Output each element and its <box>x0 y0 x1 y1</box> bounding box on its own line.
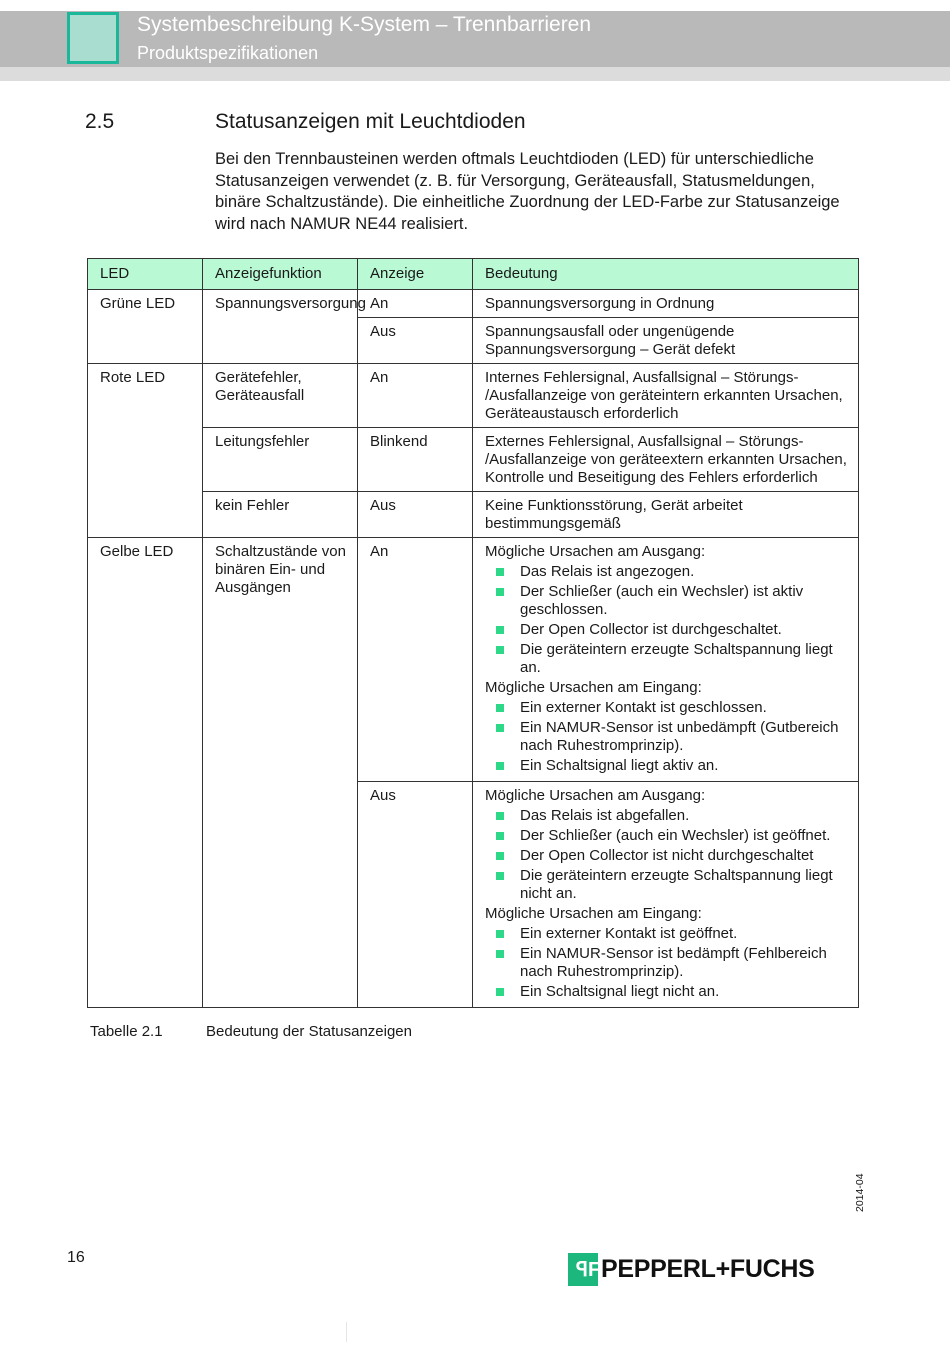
page-number: 16 <box>67 1249 85 1266</box>
table-header-row <box>88 259 859 290</box>
list-item: Ein Schaltsignal liegt aktiv an. <box>485 757 850 775</box>
list-item: Die geräteintern erzeugte Schaltspannung liegt nicht an. <box>485 867 850 903</box>
meaning-cell: Spannungsausfall oder ungenügende Spannungsversorgung – Gerät defekt <box>473 318 859 364</box>
led-green: Grüne LED <box>88 290 203 364</box>
meaning-cell: Externes Fehlersignal, Ausfallsignal – Störungs- /Ausfallanzeige von geräteextern erkannten Ursachen, Kontrolle und Beseitigung des Fehlers erforderlich <box>473 428 859 492</box>
input-causes-list <box>485 699 850 775</box>
display-cell: An <box>358 364 473 428</box>
function-cell: kein Fehler <box>203 492 358 538</box>
function-cell: Schaltzustände von binären Ein- und Ausgängen <box>203 538 358 1008</box>
display-cell: Aus <box>358 318 473 364</box>
status-table <box>87 258 859 1008</box>
led-red: Rote LED <box>88 364 203 538</box>
list-item: Ein NAMUR-Sensor ist unbedämpft (Gutbereich nach Ruhestromprinzip). <box>485 719 850 755</box>
output-causes-list <box>485 807 850 903</box>
document-title: Systembeschreibung K-System – Trennbarrieren <box>137 13 592 36</box>
meaning-cell <box>473 538 859 782</box>
table-row <box>88 428 859 492</box>
table-caption-label: Tabelle 2.1 <box>90 1023 163 1040</box>
header-band <box>0 67 950 81</box>
header-display: Anzeige <box>358 259 473 290</box>
list-item: Ein externer Kontakt ist geöffnet. <box>485 925 850 943</box>
pf-logo-icon: ꟼF <box>568 1253 598 1286</box>
table-row <box>88 290 859 318</box>
top-margin <box>0 0 950 11</box>
list-item: Das Relais ist angezogen. <box>485 563 850 581</box>
table-row <box>88 492 859 538</box>
brand-logo <box>568 1252 815 1286</box>
list-item: Der Schließer (auch ein Wechsler) ist geöffnet. <box>485 827 850 845</box>
function-cell: Leitungsfehler <box>203 428 358 492</box>
display-cell: An <box>358 290 473 318</box>
section-logo-icon <box>67 12 119 64</box>
edition-date: 2014-04 <box>854 1173 866 1212</box>
section-title: Statusanzeigen mit Leuchtdioden <box>215 110 526 133</box>
meaning-cell: Keine Funktionsstörung, Gerät arbeitet bestimmungsgemäß <box>473 492 859 538</box>
table-caption-text: Bedeutung der Statusanzeigen <box>206 1023 412 1040</box>
input-causes-list <box>485 925 850 1001</box>
display-cell: Aus <box>358 782 473 1008</box>
brand-wordmark: PEPPERL+FUCHS <box>601 1254 815 1283</box>
output-causes-heading: Mögliche Ursachen am Ausgang: <box>485 787 706 804</box>
list-item: Das Relais ist abgefallen. <box>485 807 850 825</box>
intro-paragraph: Bei den Trennbausteinen werden oftmals Leuchtdioden (LED) für unterschiedliche Statusanzeigen verwendet (z. B. für Versorgung, Geräteausfall, Statusmeldungen, binäre Schaltzustände). Die einheitliche Zuordnung der LED-Farbe zur Statusanzeige wird nach NAMUR NE44 realisiert. <box>215 150 840 233</box>
table-row <box>88 364 859 428</box>
list-item: Ein externer Kontakt ist geschlossen. <box>485 699 850 717</box>
display-cell: An <box>358 538 473 782</box>
list-item: Der Schließer (auch ein Wechsler) ist aktiv geschlossen. <box>485 583 850 619</box>
meaning-cell: Spannungsversorgung in Ordnung <box>473 290 859 318</box>
meaning-cell: Internes Fehlersignal, Ausfallsignal – Störungs- /Ausfallanzeige von geräteintern erkannten Ursachen, Geräteaustausch erforderlich <box>473 364 859 428</box>
section-number: 2.5 <box>85 110 115 133</box>
header-meaning: Bedeutung <box>473 259 859 290</box>
list-item: Der Open Collector ist durchgeschaltet. <box>485 621 850 639</box>
function-cell: Spannungsversorgung <box>203 290 358 364</box>
page-divider <box>346 1322 347 1342</box>
document-subtitle: Produktspezifikationen <box>137 43 319 63</box>
display-cell: Aus <box>358 492 473 538</box>
list-item: Ein Schaltsignal liegt nicht an. <box>485 983 850 1001</box>
output-causes-heading: Mögliche Ursachen am Ausgang: <box>485 543 706 560</box>
list-item: Die geräteintern erzeugte Schaltspannung liegt an. <box>485 641 850 677</box>
list-item: Ein NAMUR-Sensor ist bedämpft (Fehlbereich nach Ruhestromprinzip). <box>485 945 850 981</box>
table-row <box>88 538 859 782</box>
header-function: Anzeigefunktion <box>203 259 358 290</box>
list-item: Der Open Collector ist nicht durchgeschaltet <box>485 847 850 865</box>
display-cell: Blinkend <box>358 428 473 492</box>
input-causes-heading: Mögliche Ursachen am Eingang: <box>485 905 702 922</box>
led-yellow: Gelbe LED <box>88 538 203 1008</box>
input-causes-heading: Mögliche Ursachen am Eingang: <box>485 679 702 696</box>
meaning-cell <box>473 782 859 1008</box>
output-causes-list <box>485 563 850 677</box>
header-led: LED <box>88 259 203 290</box>
function-cell: Gerätefehler, Geräteausfall <box>203 364 358 428</box>
